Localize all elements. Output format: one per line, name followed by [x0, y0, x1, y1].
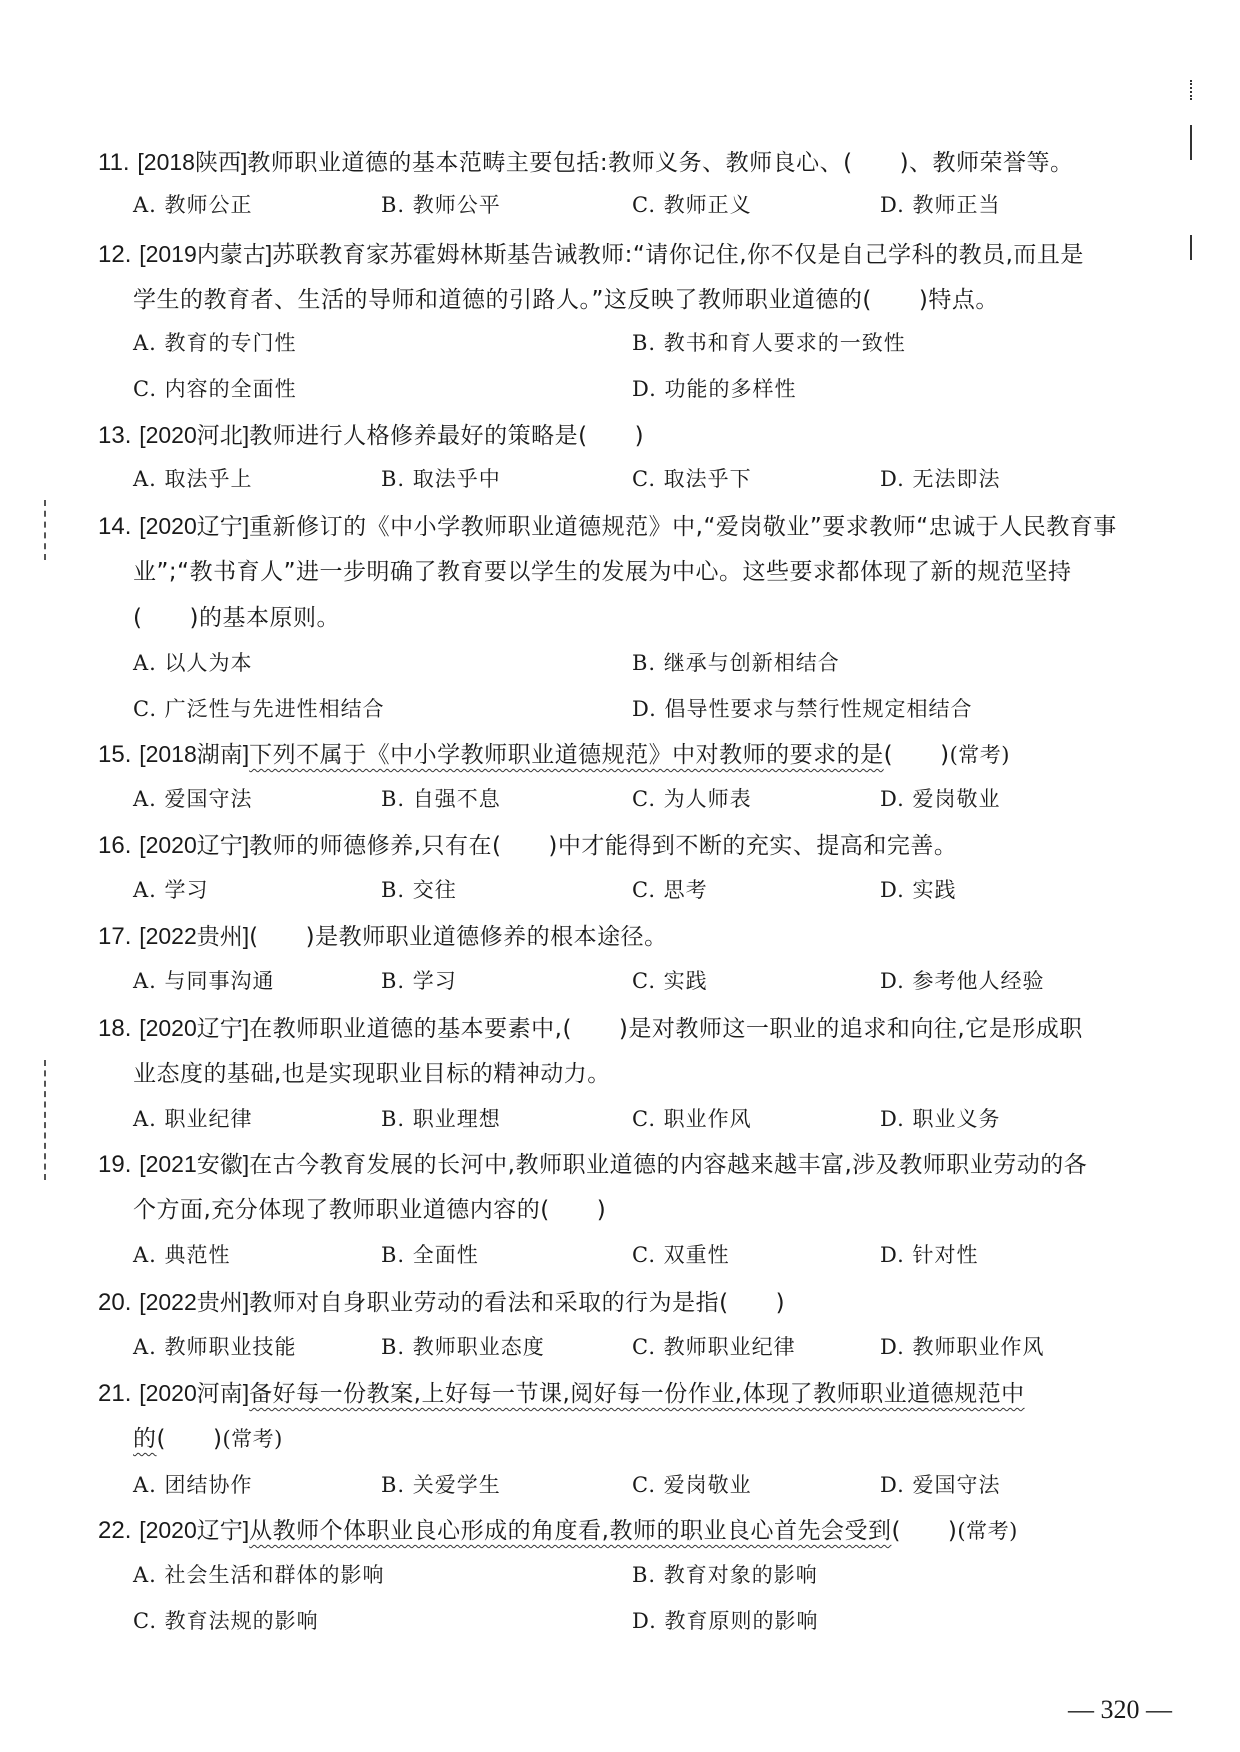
- question-text: 教师进行人格修养最好的策略是( ): [249, 423, 645, 449]
- question-text: ( )是教师职业道德修养的根本途径。: [249, 924, 668, 950]
- question-text-continued: ( )的基本原则。: [133, 605, 340, 631]
- option-c[interactable]: C. 思考: [632, 878, 708, 902]
- option-a[interactable]: A. 学习: [133, 878, 209, 902]
- option-a[interactable]: A. 教师职业技能: [133, 1335, 297, 1359]
- option-c[interactable]: C. 教师职业纪律: [632, 1335, 796, 1359]
- option-d[interactable]: D. 教师正当: [880, 193, 1001, 217]
- question-number: 18.: [98, 1015, 132, 1042]
- question-source: [2022贵州]: [139, 923, 250, 949]
- option-a[interactable]: A. 以人为本: [133, 651, 253, 675]
- question-22: [98, 1514, 1018, 1547]
- question-11: [98, 146, 1074, 179]
- question-13: [98, 419, 644, 452]
- question-source: [2020河北]: [139, 422, 250, 448]
- question-number: 15.: [98, 741, 132, 768]
- question-number: 13.: [98, 422, 132, 449]
- frequent-tag: (常考): [949, 743, 1010, 767]
- option-b[interactable]: B. 自强不息: [381, 787, 501, 811]
- question-number: 22.: [98, 1517, 132, 1544]
- option-d[interactable]: D. 实践: [880, 878, 957, 902]
- option-c[interactable]: C. 实践: [632, 969, 708, 993]
- question-source: [2018陕西]: [137, 149, 248, 175]
- option-c[interactable]: C. 取法乎下: [632, 467, 752, 491]
- option-d[interactable]: D. 功能的多样性: [632, 377, 797, 401]
- question-text-emphasized: 从教师个体职业良心形成的角度看,教师的职业良心首先会受到: [249, 1518, 892, 1544]
- question-number: 20.: [98, 1289, 132, 1316]
- option-d[interactable]: D. 教师职业作风: [880, 1335, 1045, 1359]
- question-text: 重新修订的《中小学教师职业道德规范》中,“爱岗敬业”要求教师“忠诚于人民教育事: [249, 514, 1117, 540]
- question-18: [98, 1012, 1083, 1045]
- question-source: [2018湖南]: [139, 741, 250, 767]
- option-d[interactable]: D. 倡导性要求与禁行性规定相结合: [632, 697, 973, 721]
- option-c[interactable]: C. 广泛性与先进性相结合: [133, 697, 385, 721]
- question-text-continued: [133, 1423, 283, 1455]
- option-c[interactable]: C. 教育法规的影响: [133, 1609, 319, 1633]
- question-20: [98, 1286, 785, 1319]
- option-a[interactable]: A. 与同事沟通: [133, 969, 275, 993]
- question-16: [98, 829, 957, 862]
- question-source: [2022贵州]: [139, 1289, 250, 1315]
- question-number: 11.: [98, 149, 130, 176]
- option-b[interactable]: B. 关爱学生: [381, 1473, 501, 1497]
- binding-dash-mark: [44, 500, 46, 560]
- question-text: 教师职业道德的基本范畴主要包括:教师义务、教师良心、( )、教师荣誉等。: [247, 150, 1074, 176]
- option-b[interactable]: B. 教师职业态度: [381, 1335, 545, 1359]
- answer-blank: ( ): [156, 1426, 223, 1452]
- question-number: 21.: [98, 1380, 132, 1407]
- option-d[interactable]: D. 无法即法: [880, 467, 1001, 491]
- option-d[interactable]: D. 参考他人经验: [880, 969, 1045, 993]
- question-15: [98, 738, 1010, 771]
- option-d[interactable]: D. 爱国守法: [880, 1473, 1001, 1497]
- question-number: 16.: [98, 832, 132, 859]
- question-source: [2020辽宁]: [139, 1517, 250, 1543]
- question-14: [98, 510, 1117, 543]
- option-b[interactable]: B. 学习: [381, 969, 457, 993]
- option-b[interactable]: B. 继承与创新相结合: [632, 651, 840, 675]
- option-a[interactable]: A. 教师公正: [133, 193, 253, 217]
- option-b[interactable]: B. 教育对象的影响: [632, 1563, 818, 1587]
- binding-dash-mark: [44, 1060, 46, 1180]
- question-text: 苏联教育家苏霍姆林斯基告诫教师:“请你记住,你不仅是自己学科的教员,而且是: [272, 242, 1084, 268]
- page-number: — 320 —: [1068, 1695, 1172, 1724]
- option-c[interactable]: C. 双重性: [632, 1243, 730, 1267]
- option-b[interactable]: B. 教师公平: [381, 193, 501, 217]
- question-17: [98, 920, 668, 953]
- option-c[interactable]: C. 为人师表: [632, 787, 752, 811]
- question-text: 教师对自身职业劳动的看法和采取的行为是指( ): [249, 1290, 786, 1316]
- option-c[interactable]: C. 爱岗敬业: [632, 1473, 752, 1497]
- option-d[interactable]: D. 职业义务: [880, 1107, 1001, 1131]
- option-a[interactable]: A. 职业纪律: [133, 1107, 253, 1131]
- question-number: 14.: [98, 513, 132, 540]
- option-b[interactable]: B. 教书和育人要求的一致性: [632, 331, 906, 355]
- option-d[interactable]: D. 爱岗敬业: [880, 787, 1001, 811]
- option-c[interactable]: C. 职业作风: [632, 1107, 752, 1131]
- question-text-continued: 学生的教育者、生活的导师和道德的引路人。”这反映了教师职业道德的( )特点。: [133, 287, 999, 313]
- question-source: [2019内蒙古]: [139, 241, 273, 267]
- option-a[interactable]: A. 社会生活和群体的影响: [133, 1563, 385, 1587]
- option-b[interactable]: B. 取法乎中: [381, 467, 501, 491]
- question-text-emphasized: 下列不属于《中小学教师职业道德规范》中对教师的要求的是: [249, 742, 884, 768]
- margin-line-mark: [1190, 80, 1192, 100]
- question-source: [2021安徽]: [139, 1151, 250, 1177]
- question-number: 19.: [98, 1151, 132, 1178]
- option-a[interactable]: A. 团结协作: [133, 1473, 253, 1497]
- question-number: 12.: [98, 241, 132, 268]
- option-a[interactable]: A. 取法乎上: [133, 467, 253, 491]
- option-a[interactable]: A. 典范性: [133, 1243, 231, 1267]
- option-b[interactable]: B. 交往: [381, 878, 457, 902]
- question-source: [2020辽宁]: [139, 1015, 250, 1041]
- frequent-tag: (常考): [222, 1427, 283, 1451]
- frequent-tag: (常考): [957, 1519, 1018, 1543]
- answer-blank: ( ): [883, 742, 950, 768]
- question-number: 17.: [98, 923, 132, 950]
- margin-line-mark: [1190, 235, 1192, 260]
- question-text-emphasized: 备好每一份教案,上好每一节课,阅好每一份作业,体现了教师职业道德规范中: [249, 1381, 1025, 1407]
- question-text-continued: 业态度的基础,也是实现职业目标的精神动力。: [133, 1061, 611, 1087]
- question-text: 教师的师德修养,只有在( )中才能得到不断的充实、提高和完善。: [249, 833, 958, 859]
- question-source: [2020河南]: [139, 1380, 250, 1406]
- option-c[interactable]: C. 内容的全面性: [133, 377, 297, 401]
- option-b[interactable]: B. 职业理想: [381, 1107, 501, 1131]
- question-source: [2020辽宁]: [139, 513, 250, 539]
- answer-blank: ( ): [891, 1518, 958, 1544]
- option-a[interactable]: A. 爱国守法: [133, 787, 253, 811]
- option-d[interactable]: D. 针对性: [880, 1243, 979, 1267]
- question-12: [98, 238, 1084, 271]
- question-text-continued: 业”;“教书育人”进一步明确了教育要以学生的发展为中心。这些要求都体现了新的规范坚持: [133, 559, 1072, 585]
- option-c[interactable]: C. 教师正义: [632, 193, 752, 217]
- margin-line-mark: [1190, 125, 1192, 160]
- question-21: [98, 1377, 1025, 1410]
- question-text: 在教师职业道德的基本要素中,( )是对教师这一职业的追求和向往,它是形成职: [249, 1016, 1083, 1042]
- question-text: 在古今教育发展的长河中,教师职业道德的内容越来越丰富,涉及教师职业劳动的各: [249, 1152, 1088, 1178]
- option-b[interactable]: B. 全面性: [381, 1243, 479, 1267]
- question-source: [2020辽宁]: [139, 832, 250, 858]
- question-text-emphasized: 的: [133, 1426, 157, 1452]
- option-d[interactable]: D. 教育原则的影响: [632, 1609, 819, 1633]
- option-a[interactable]: A. 教育的专门性: [133, 331, 297, 355]
- question-19: [98, 1148, 1087, 1181]
- question-text-continued: 个方面,充分体现了教师职业道德内容的( ): [133, 1197, 607, 1223]
